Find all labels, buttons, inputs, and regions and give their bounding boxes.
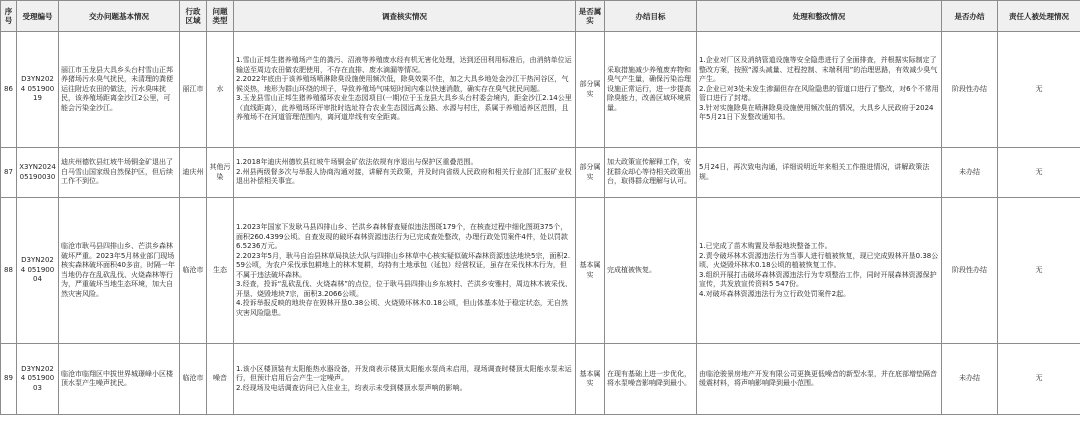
- cell-target: 加大政策宣传解释工作，安抚群众却心等待相关政策出台，取得群众理解与认可。: [605, 148, 697, 198]
- investigation-item: 1.2023年国家下发耿马县四排山乡、芒洪乡森林督查疑似违法图斑179个，在核查过程中细化图斑375个，面积260.4399公顷。自查发现的破坏森林资源违法行为已完成查处整改，办理行政处罚案件4件，处以罚款6.5236万元。: [236, 223, 568, 250]
- investigation-item: 3.玉龙县雪山正邦生猪养殖循环农业生态园项目(一期)位于玉龙县大具乡头台村委会境内，距金沙江2.14公里（直线距离），此养殖场环评审批时选址符合农业生态园远离公路、水源与村庄，系属于养殖适养区范围，且养殖场不在河道管理范围内，离河道岸线有安全距离。: [236, 94, 572, 122]
- cell-target: 完成植被恢复。: [605, 198, 697, 344]
- cell-problem: 临沧市耿马县四排山乡、芒洪乡森林破坏严重。2023年5月林业部门现场核实森林破坏面积40多亩，时隔一年当地仍存在乱砍乱伐、火烧森林等行为，严重破坏当地生态环境，加大自然灾害风险。: [59, 198, 180, 344]
- col-header-done: 是否办结: [942, 1, 998, 32]
- handling-item: 5月24日，再次致电沟通，详细说明近年来相关工作推进情况，讲解政策法规。: [699, 163, 930, 181]
- cell-type: 生态: [207, 198, 234, 344]
- cell-problem: 临沧市临翔区中拔世界城璟峰小区楼顶水泵产生噪声扰民。: [59, 344, 180, 415]
- cell-accountable: 无: [998, 148, 1080, 198]
- col-header-region: 行政区域: [180, 1, 207, 32]
- cell-handling: [697, 32, 942, 148]
- cell-true: 基本属实: [576, 198, 605, 344]
- investigation-item: 2.经现场及电话调查访问已入住业主，均表示未受到楼顶水泵声响的影响。: [236, 383, 467, 392]
- handling-item: 3.针对实施除臭在喷淋除臭设施使用频次低的情况，大具乡人民政府于2024年5月21日下发整改通知书。: [699, 103, 934, 122]
- investigation-item: 4.投诉举报反映的地块存在毁林开垦0.38公顷、火烧毁坏林木0.18公顷，但山体基本处于稳定状态，无自然灾害风险隐患。: [236, 299, 568, 317]
- cell-id: D3YN2024 05190004: [17, 198, 59, 344]
- investigation-item: 1.雪山正邦生猪养殖场产生的粪污、沼液等养殖废水经有机无害化处理，达到还田利用标准后，由消纳单位运输送至周边农田做农肥使用，不存在直排、废水滴漏等情况。: [236, 56, 572, 74]
- col-header-accountable: 责任人被处理情况: [998, 1, 1080, 32]
- handling-item: 2.责令破坏林木资源违法行为当事人进行植被恢复，现已完成毁林开垦0.38公顷、火烧毁坏林木0.18公顷的植被恢复工作。: [699, 251, 939, 269]
- cell-accountable: 无: [998, 344, 1080, 415]
- cell-done: 阶段性办结: [942, 32, 998, 148]
- cell-investigation: [234, 344, 576, 415]
- cell-problem: 丽江市玉龙县大具乡头台村雪山正邦养猪场污水臭气扰民，未清理的粪便运往附近农田的做法，污水臭味扰民，该养殖场距离金沙江2公里，可能会污染金沙江。: [59, 32, 180, 148]
- investigation-item: 1.2018年迪庆州德钦县红坡牛场铜金矿依法依规有序退出与保护区重叠范围。: [236, 158, 478, 167]
- cell-done: 未办结: [942, 148, 998, 198]
- cell-type: 水: [207, 32, 234, 148]
- col-header-investigation: 调查核实情况: [234, 1, 576, 32]
- cell-region: 临沧市: [180, 344, 207, 415]
- cell-true: 部分属实: [576, 32, 605, 148]
- col-header-problem: 交办问题基本情况: [59, 1, 180, 32]
- col-header-target: 办结目标: [605, 1, 697, 32]
- col-header-type: 问题类型: [207, 1, 234, 32]
- cell-no: 89: [1, 344, 17, 415]
- cell-accountable: 无: [998, 198, 1080, 344]
- cell-no: 87: [1, 148, 17, 198]
- table-row: [1, 344, 1080, 415]
- cell-type: 噪音: [207, 344, 234, 415]
- cell-region: 临沧市: [180, 198, 207, 344]
- cell-true: 部分属实: [576, 148, 605, 198]
- col-header-true: 是否属实: [576, 1, 605, 32]
- cell-done: 阶段性办结: [942, 198, 998, 344]
- handling-item: 2.企业已对3处未发生渗漏但存在风险隐患的管道口进行了整改，对6个不常用管口进行了封堵。: [699, 84, 939, 103]
- cell-investigation: [234, 32, 576, 148]
- investigation-item: 2.2023年5月，耿马自治县林草局执法大队与四排山乡林草中心核实疑似破坏森林资源违法地块5宗，面积2.59公顷，为农户采伐承包耕地上的林木复耕，均持有土地承包（延包）经营权证，虽存在采伐林木行为，但不属于违法破坏森林。: [236, 251, 571, 279]
- cell-no: 88: [1, 198, 17, 344]
- header-row: [1, 1, 1080, 32]
- cell-investigation: [234, 198, 576, 344]
- cell-id: D3YN2024 05190019: [17, 32, 59, 148]
- cell-id: D3YN2024 05190003: [17, 344, 59, 415]
- handling-item: 1.企业对厂区及消纳管道设施等安全隐患进行了全面排查，并根据实际制定了整改方案，按照“源头减量、过程控制、末端利用”的治理思路，有效减少臭气产生。: [699, 56, 938, 84]
- handling-item: 由临沧骏景房地产开发有限公司更换更低噪音的新型水泵，并在底部增垫隔音缓震材料，将声响影响降到最小范围。: [699, 369, 937, 387]
- cell-accountable: 无: [998, 32, 1080, 148]
- cell-done: 未办结: [942, 344, 998, 415]
- handling-item: 4.对破坏森林资源违法行为立行政处罚案件2起。: [699, 289, 851, 298]
- col-header-id: 受理编号: [17, 1, 59, 32]
- cell-region: 丽江市: [180, 32, 207, 148]
- cell-no: 86: [1, 32, 17, 148]
- table-row: [1, 198, 1080, 344]
- investigation-item: 2.州县两级督多次与举报人协商沟通对接，讲解有关政策，并及时向省级人民政府和相关行业部门汇报矿业权退出补偿相关事宜。: [236, 167, 572, 186]
- cell-target: 在现有基础上进一步优化，将水泵噪音影响降到最小。: [605, 344, 697, 415]
- handling-item: 1.已完成了苗木购置及举报地块整备工作。: [699, 242, 832, 250]
- investigation-item: 2.2022年底由于该养殖场喷淋除臭设施使用频次低，除臭效果不佳，加之大具乡地处金沙江干热河谷区，气候炎热，地形为群山环绕的坝子，导致养殖场气味短时间内难以快速消散，确实存在臭气扰民问题。: [236, 75, 569, 93]
- cell-target: 采取措施减少养殖废弃物和臭气产生量，确保污染治理设施正常运行，进一步提高除臭能力，改善区域环境质量。: [605, 32, 697, 148]
- cell-problem: 迪庆州德钦县红坡牛场铜金矿退出了白马雪山国家级自然保护区，但后续工作不到位。: [59, 148, 180, 198]
- cell-investigation: [234, 148, 576, 198]
- table-row: [1, 148, 1080, 198]
- cell-handling: [697, 344, 942, 415]
- investigation-item: 1.该小区楼顶装有太阳能热水器设备，开发商表示楼顶太阳能水泵尚未启用，现场调查时楼顶太阳能水泵未运行，但预计启用后会产生一定噪声。: [236, 364, 572, 383]
- col-header-no: 序号: [1, 1, 17, 32]
- cell-id: X3YN2024 05190030: [17, 148, 59, 198]
- cell-handling: [697, 198, 942, 344]
- cell-true: 基本属实: [576, 344, 605, 415]
- investigation-item: 3.经查，投诉“乱砍乱伐、火烧森林”的点位，位于耿马县四排山乡东坡村、芒洪乡安雅村，周边林木被采伐、开垦、烧毁地块7宗，面积3.2066公顷。: [236, 280, 572, 298]
- cell-handling: [697, 148, 942, 198]
- handling-item: 3.组织开展打击破坏森林资源违法行为专项整治工作，同时开展森林资源保护宣传，共发放宣传资料5 547份。: [699, 270, 937, 288]
- col-header-handling: 处理和整改情况: [697, 1, 942, 32]
- cell-type: 其他污染: [207, 148, 234, 198]
- cell-region: 迪庆州: [180, 148, 207, 198]
- table-row: [1, 32, 1080, 148]
